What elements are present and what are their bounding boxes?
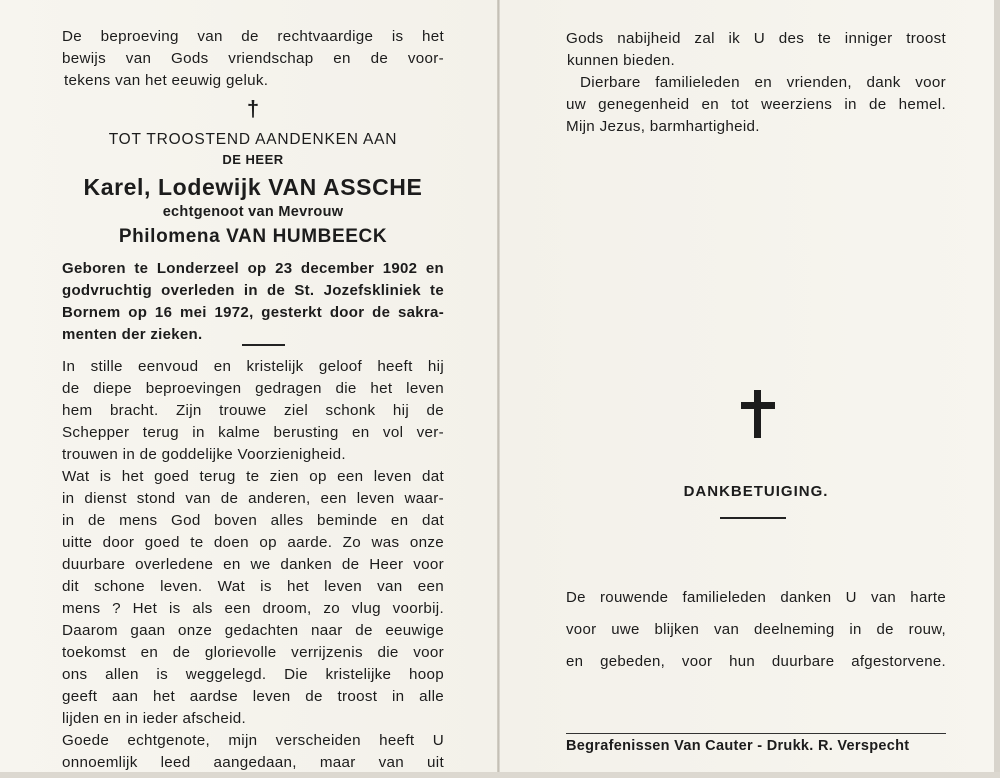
- text-line: Daarom gaan onze gedachten naar de eeuwige: [62, 622, 444, 639]
- text-line: kunnen bieden.: [567, 52, 676, 69]
- text-line: Goede echtgenote, mijn verscheiden heeft U: [62, 732, 444, 749]
- divider: [720, 517, 786, 519]
- title-heer: DE HEER: [222, 152, 284, 167]
- spouse-name: Philomena VAN HUMBEECK: [118, 226, 388, 247]
- text-line: bewijs van Gods vriendschap en de voor-: [62, 50, 444, 67]
- text-line: toekomst en de glorievolle verrijzenis die voor: [62, 644, 444, 661]
- text-line: De beproeving van de rechtvaardige is het: [62, 28, 444, 45]
- deceased-name: Karel, Lodewijk VAN ASSCHE: [83, 174, 423, 200]
- text-line: godvruchtig overleden in de St. Jozefskliniek te: [62, 282, 444, 299]
- spouse-label: echtgenoot van Mevrouw: [162, 204, 344, 220]
- text-line: onnoemlijk leed aangedaan, maar van uit: [62, 754, 444, 771]
- text-line: dit schone leven. Wat is het leven van een: [62, 578, 444, 595]
- continuation-text: [566, 28, 946, 138]
- text-line: Dierbare familieleden en vrienden, dank voor: [580, 74, 946, 91]
- left-page: [62, 0, 444, 778]
- text-line: Bornem op 16 mei 1972, gesterkt door de sakra-: [62, 304, 444, 321]
- right-page: [566, 0, 946, 778]
- text-line: in dienst stond van de anderen, een leven waar-: [62, 490, 444, 507]
- card-edge: [994, 0, 1000, 778]
- card-fold: [497, 0, 500, 778]
- text-line: in de mens God boven alles beminde en dat: [62, 512, 444, 529]
- text-line: In stille eenvoud en kristelijk geloof heeft hij: [62, 358, 444, 375]
- latin-cross-icon: [741, 390, 775, 438]
- small-cross-icon: †: [246, 96, 260, 121]
- text-line: hem bracht. Zijn trouwe ziel schonk hij de: [62, 402, 444, 419]
- text-line: De rouwende familieleden danken U van harte: [566, 589, 946, 606]
- text-line: Wat is het goed terug te zien op een leven dat: [62, 468, 444, 485]
- intro-quote: [62, 26, 444, 92]
- text-line: Geboren te Londerzeel op 23 december 1902 en: [62, 260, 444, 277]
- text-line: tekens van het eeuwig geluk.: [64, 72, 269, 89]
- text-line: Gods nabijheid zal ik U des te inniger troost: [566, 30, 946, 47]
- text-line: ons allen is weggelegd. Die kristelijke hoop: [62, 666, 444, 683]
- text-line: mens ? Het is als een droom, zo vlug voorbij.: [62, 600, 444, 617]
- divider: [242, 344, 285, 346]
- text-line: en gebeden, voor hun duurbare afgestorvene.: [566, 653, 946, 670]
- text-line: lijden en in ieder afscheid.: [62, 710, 247, 727]
- text-line: Schepper terug in kalme berusting en vol ver-: [62, 424, 444, 441]
- text-line: voor uwe blijken van deelneming in de rouw,: [566, 621, 946, 638]
- text-line: geeft aan het aardse leven de troost in alle: [62, 688, 444, 705]
- text-line: Mijn Jezus, barmhartigheid.: [566, 118, 760, 135]
- eulogy-text: [62, 356, 444, 774]
- text-line: de diepe beproevingen gedragen die het leven: [62, 380, 444, 397]
- text-line: duurbare overledene en we danken de Heer voor: [62, 556, 444, 573]
- thanks-text: [566, 582, 946, 678]
- printer-credit: Begrafenissen Van Cauter - Drukk. R. Verspecht: [566, 738, 910, 754]
- thanks-title: DANKBETUIGING.: [683, 483, 829, 500]
- text-line: trouwen in de goddelijke Voorzienigheid.: [62, 446, 346, 463]
- text-line: uw genegenheid en tot weerziens in de hemel.: [566, 96, 946, 113]
- remembrance-heading: TOT TROOSTEND AANDENKEN AAN: [108, 131, 398, 148]
- birth-death-info: [62, 258, 444, 346]
- text-line: menten der zieken.: [62, 326, 203, 343]
- footer-divider: [566, 733, 946, 734]
- text-line: uitte door goed te doen op aarde. Zo was onze: [62, 534, 444, 551]
